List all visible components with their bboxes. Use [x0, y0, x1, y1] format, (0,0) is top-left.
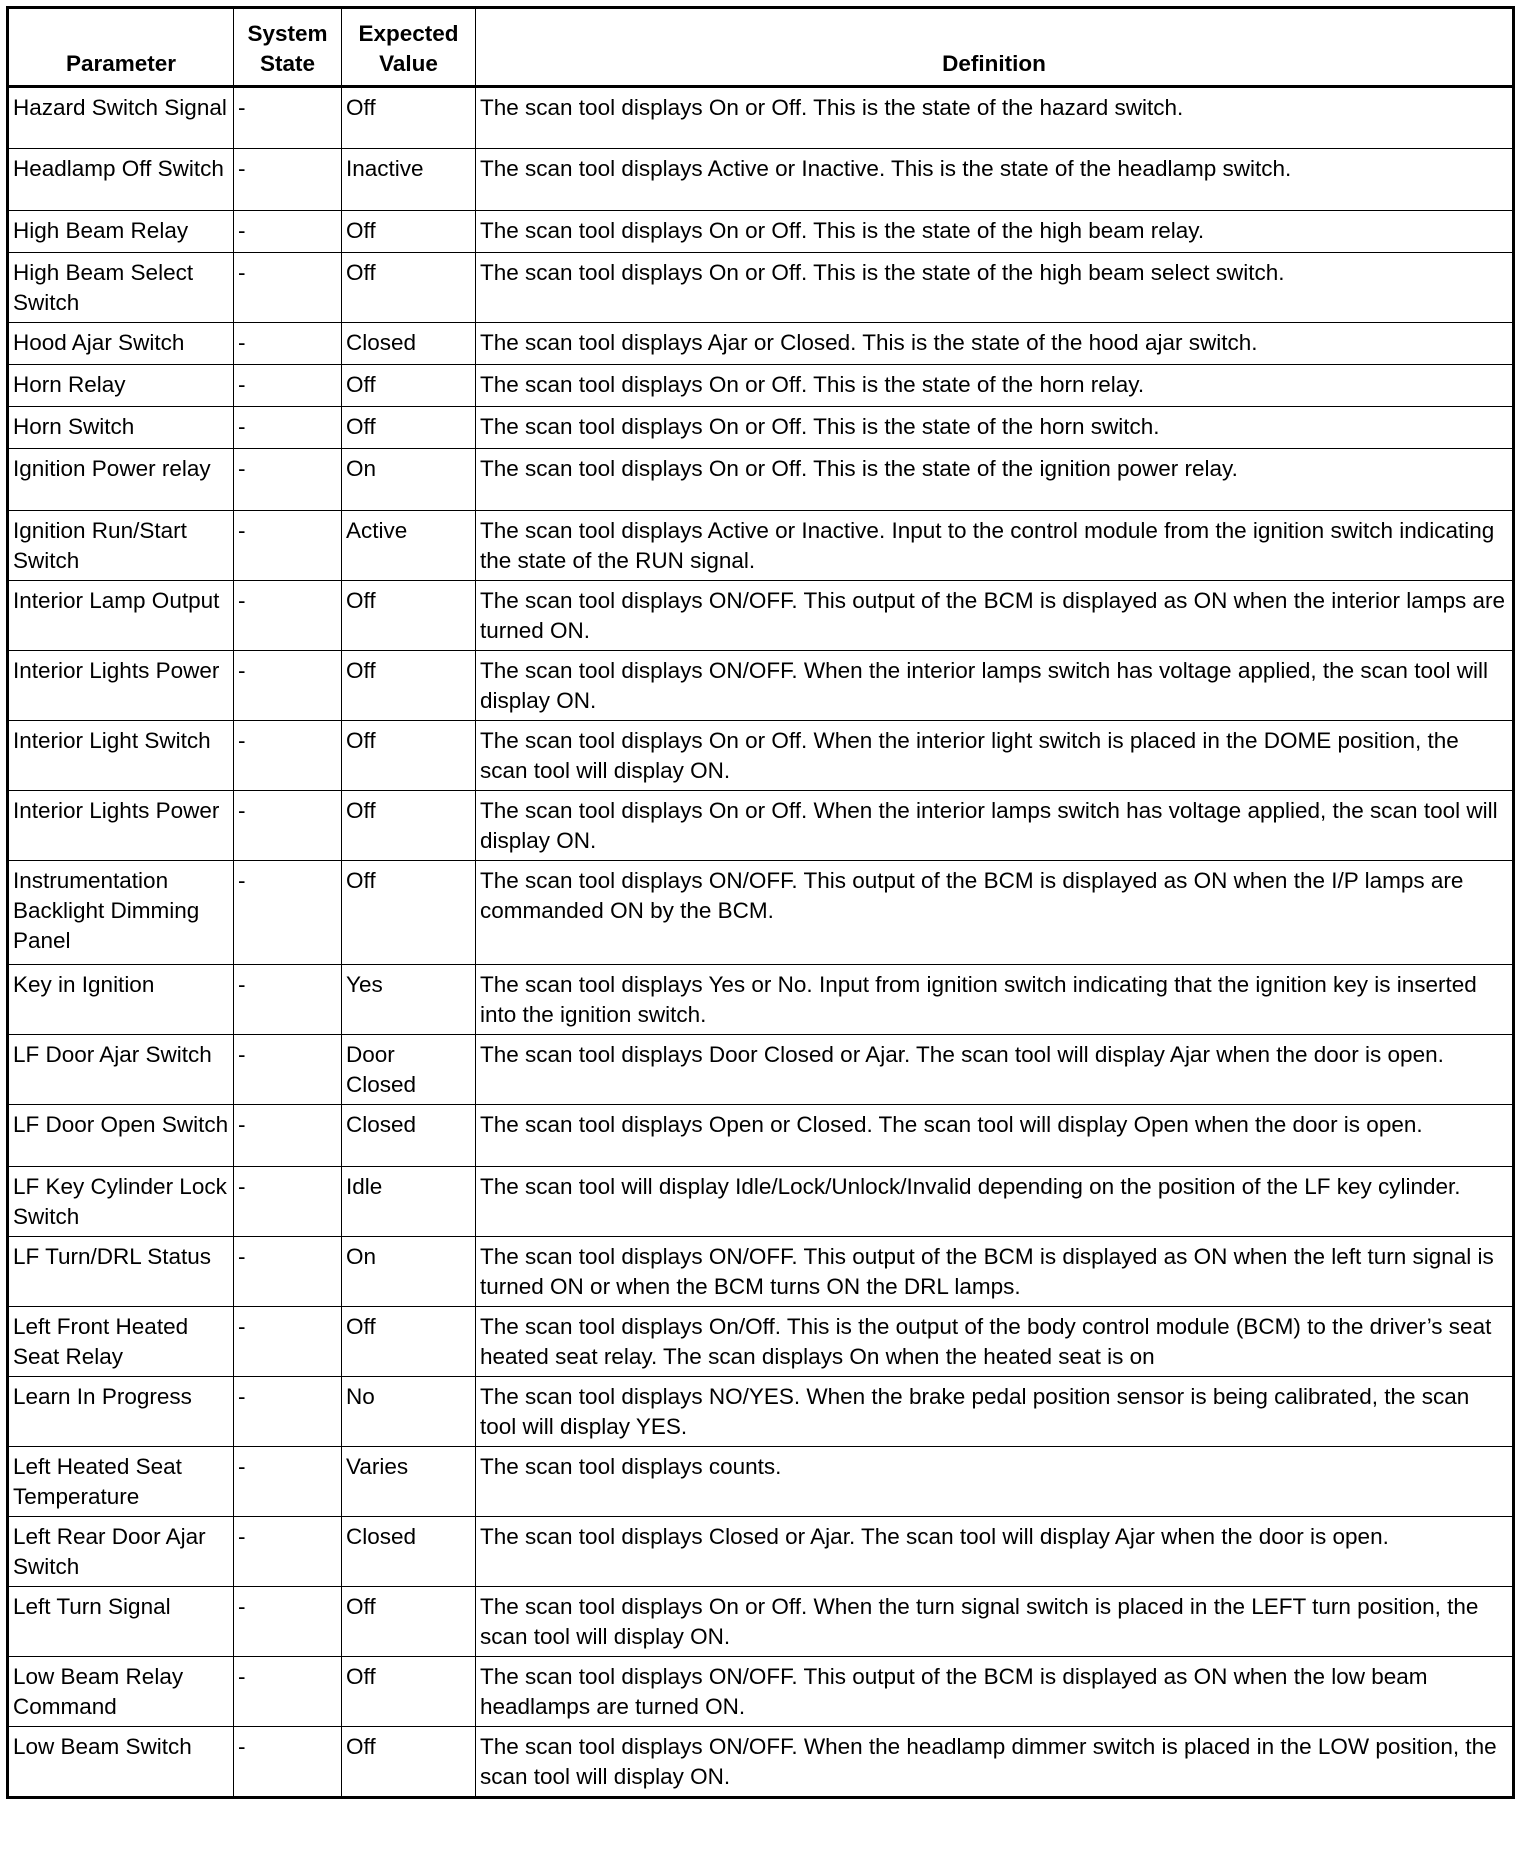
parameter-cell: LF Key Cylinder Lock Switch: [8, 1167, 234, 1237]
parameter-cell: Horn Switch: [8, 407, 234, 449]
system-state-cell: -: [234, 253, 342, 323]
parameter-cell: Interior Lights Power: [8, 651, 234, 721]
table-row: [8, 407, 1514, 449]
expected-value-cell: Closed: [342, 1517, 476, 1587]
header-system-state: System State: [234, 8, 342, 87]
system-state-cell: -: [234, 651, 342, 721]
system-state-cell: -: [234, 511, 342, 581]
expected-value-cell: Off: [342, 1587, 476, 1657]
table-row: [8, 1105, 1514, 1167]
definition-cell: The scan tool displays On or Off. This is the state of the high beam select switch.: [476, 253, 1514, 323]
expected-value-cell: Off: [342, 253, 476, 323]
system-state-cell: -: [234, 721, 342, 791]
system-state-cell: -: [234, 965, 342, 1035]
system-state-cell: -: [234, 449, 342, 511]
definition-cell: The scan tool displays ON/OFF. This output of the BCM is displayed as ON when the interior lamps are turned ON.: [476, 581, 1514, 651]
header-definition: Definition: [476, 8, 1514, 87]
definition-cell: The scan tool displays ON/OFF. This output of the BCM is displayed as ON when the I/P lamps are commanded ON by the BCM.: [476, 861, 1514, 965]
definition-cell: The scan tool displays Yes or No. Input from ignition switch indicating that the ignition key is inserted into the ignition switch.: [476, 965, 1514, 1035]
system-state-cell: -: [234, 861, 342, 965]
parameter-cell: Hood Ajar Switch: [8, 323, 234, 365]
parameter-cell: Interior Light Switch: [8, 721, 234, 791]
definition-cell: The scan tool displays ON/OFF. When the interior lamps switch has voltage applied, the scan tool will display ON.: [476, 651, 1514, 721]
system-state-cell: -: [234, 211, 342, 253]
expected-value-cell: Idle: [342, 1167, 476, 1237]
definition-cell: The scan tool displays On or Off. When the turn signal switch is placed in the LEFT turn position, the scan tool will display ON.: [476, 1587, 1514, 1657]
table-row: [8, 1167, 1514, 1237]
table-row: [8, 1237, 1514, 1307]
table-row: [8, 1035, 1514, 1105]
expected-value-cell: Inactive: [342, 149, 476, 211]
table-row: [8, 721, 1514, 791]
table-row: [8, 253, 1514, 323]
table-row: [8, 1587, 1514, 1657]
parameter-cell: Left Front Heated Seat Relay: [8, 1307, 234, 1377]
expected-value-cell: Closed: [342, 323, 476, 365]
parameter-cell: Low Beam Switch: [8, 1727, 234, 1798]
table-row: [8, 1727, 1514, 1798]
definition-cell: The scan tool displays Open or Closed. The scan tool will display Open when the door is open.: [476, 1105, 1514, 1167]
system-state-cell: -: [234, 1035, 342, 1105]
parameter-cell: High Beam Relay: [8, 211, 234, 253]
header-expected-value: Expected Value: [342, 8, 476, 87]
system-state-cell: -: [234, 1105, 342, 1167]
parameter-cell: Left Heated Seat Temperature: [8, 1447, 234, 1517]
parameter-cell: Learn In Progress: [8, 1377, 234, 1447]
system-state-cell: -: [234, 1307, 342, 1377]
expected-value-cell: On: [342, 449, 476, 511]
definition-cell: The scan tool displays On or Off. This is the state of the high beam relay.: [476, 211, 1514, 253]
parameter-cell: Ignition Power relay: [8, 449, 234, 511]
system-state-cell: -: [234, 149, 342, 211]
system-state-cell: -: [234, 1167, 342, 1237]
parameter-table-sheet: [6, 6, 1512, 1799]
expected-value-cell: Off: [342, 87, 476, 149]
table-row: [8, 965, 1514, 1035]
system-state-cell: -: [234, 1377, 342, 1447]
header-parameter: Parameter: [8, 8, 234, 87]
table-row: [8, 1377, 1514, 1447]
parameter-cell: LF Door Open Switch: [8, 1105, 234, 1167]
table-header-row: [8, 8, 1514, 87]
expected-value-cell: Off: [342, 211, 476, 253]
expected-value-cell: Off: [342, 791, 476, 861]
parameter-cell: Instrumentation Backlight Dimming Panel: [8, 861, 234, 965]
table-row: [8, 1447, 1514, 1517]
system-state-cell: -: [234, 1447, 342, 1517]
definition-cell: The scan tool displays Active or Inactive. Input to the control module from the ignition switch indicating the state of the RUN signal.: [476, 511, 1514, 581]
system-state-cell: -: [234, 1727, 342, 1798]
expected-value-cell: On: [342, 1237, 476, 1307]
table-row: [8, 1307, 1514, 1377]
definition-cell: The scan tool displays ON/OFF. This output of the BCM is displayed as ON when the left turn signal is turned ON or when the BCM turns ON the DRL lamps.: [476, 1237, 1514, 1307]
system-state-cell: -: [234, 407, 342, 449]
table-row: [8, 87, 1514, 149]
expected-value-cell: Off: [342, 861, 476, 965]
table-row: [8, 365, 1514, 407]
definition-cell: The scan tool displays ON/OFF. This output of the BCM is displayed as ON when the low beam headlamps are turned ON.: [476, 1657, 1514, 1727]
expected-value-cell: Off: [342, 1727, 476, 1798]
system-state-cell: -: [234, 1587, 342, 1657]
parameter-table: [6, 6, 1515, 1799]
system-state-cell: -: [234, 1657, 342, 1727]
system-state-cell: -: [234, 791, 342, 861]
definition-cell: The scan tool displays Door Closed or Ajar. The scan tool will display Ajar when the door is open.: [476, 1035, 1514, 1105]
definition-cell: The scan tool displays ON/OFF. When the headlamp dimmer switch is placed in the LOW position, the scan tool will display ON.: [476, 1727, 1514, 1798]
system-state-cell: -: [234, 365, 342, 407]
parameter-cell: Left Rear Door Ajar Switch: [8, 1517, 234, 1587]
expected-value-cell: Off: [342, 651, 476, 721]
table-row: [8, 581, 1514, 651]
table-row: [8, 861, 1514, 965]
definition-cell: The scan tool displays On or Off. This is the state of the horn relay.: [476, 365, 1514, 407]
definition-cell: The scan tool displays On or Off. This is the state of the horn switch.: [476, 407, 1514, 449]
parameter-cell: Interior Lamp Output: [8, 581, 234, 651]
definition-cell: The scan tool displays On/Off. This is the output of the body control module (BCM) to the driver’s seat heated seat relay. The scan displays On when the heated seat is on: [476, 1307, 1514, 1377]
expected-value-cell: No: [342, 1377, 476, 1447]
parameter-cell: LF Turn/DRL Status: [8, 1237, 234, 1307]
table-row: [8, 449, 1514, 511]
table-row: [8, 1517, 1514, 1587]
definition-cell: The scan tool displays Active or Inactive. This is the state of the headlamp switch.: [476, 149, 1514, 211]
system-state-cell: -: [234, 1237, 342, 1307]
system-state-cell: -: [234, 323, 342, 365]
parameter-cell: Horn Relay: [8, 365, 234, 407]
expected-value-cell: Off: [342, 1307, 476, 1377]
parameter-cell: Key in Ignition: [8, 965, 234, 1035]
definition-cell: The scan tool displays Ajar or Closed. This is the state of the hood ajar switch.: [476, 323, 1514, 365]
expected-value-cell: Varies: [342, 1447, 476, 1517]
table-row: [8, 149, 1514, 211]
parameter-cell: Headlamp Off Switch: [8, 149, 234, 211]
expected-value-cell: Yes: [342, 965, 476, 1035]
table-row: [8, 211, 1514, 253]
system-state-cell: -: [234, 1517, 342, 1587]
table-row: [8, 791, 1514, 861]
expected-value-cell: Active: [342, 511, 476, 581]
expected-value-cell: Off: [342, 581, 476, 651]
expected-value-cell: Off: [342, 365, 476, 407]
definition-cell: The scan tool displays Closed or Ajar. The scan tool will display Ajar when the door is open.: [476, 1517, 1514, 1587]
parameter-cell: Left Turn Signal: [8, 1587, 234, 1657]
table-row: [8, 511, 1514, 581]
parameter-cell: Interior Lights Power: [8, 791, 234, 861]
system-state-cell: -: [234, 581, 342, 651]
expected-value-cell: Off: [342, 407, 476, 449]
table-row: [8, 323, 1514, 365]
parameter-cell: High Beam Select Switch: [8, 253, 234, 323]
parameter-cell: LF Door Ajar Switch: [8, 1035, 234, 1105]
expected-value-cell: Off: [342, 1657, 476, 1727]
table-row: [8, 651, 1514, 721]
system-state-cell: -: [234, 87, 342, 149]
parameter-cell: Low Beam Relay Command: [8, 1657, 234, 1727]
definition-cell: The scan tool will display Idle/Lock/Unlock/Invalid depending on the position of the LF key cylinder.: [476, 1167, 1514, 1237]
expected-value-cell: Door Closed: [342, 1035, 476, 1105]
parameter-cell: Hazard Switch Signal: [8, 87, 234, 149]
expected-value-cell: Off: [342, 721, 476, 791]
definition-cell: The scan tool displays On or Off. When the interior lamps switch has voltage applied, the scan tool will display ON.: [476, 791, 1514, 861]
definition-cell: The scan tool displays On or Off. When the interior light switch is placed in the DOME position, the scan tool will display ON.: [476, 721, 1514, 791]
parameter-cell: Ignition Run/Start Switch: [8, 511, 234, 581]
definition-cell: The scan tool displays counts.: [476, 1447, 1514, 1517]
definition-cell: The scan tool displays NO/YES. When the brake pedal position sensor is being calibrated, the scan tool will display YES.: [476, 1377, 1514, 1447]
expected-value-cell: Closed: [342, 1105, 476, 1167]
table-row: [8, 1657, 1514, 1727]
definition-cell: The scan tool displays On or Off. This is the state of the hazard switch.: [476, 87, 1514, 149]
definition-cell: The scan tool displays On or Off. This is the state of the ignition power relay.: [476, 449, 1514, 511]
